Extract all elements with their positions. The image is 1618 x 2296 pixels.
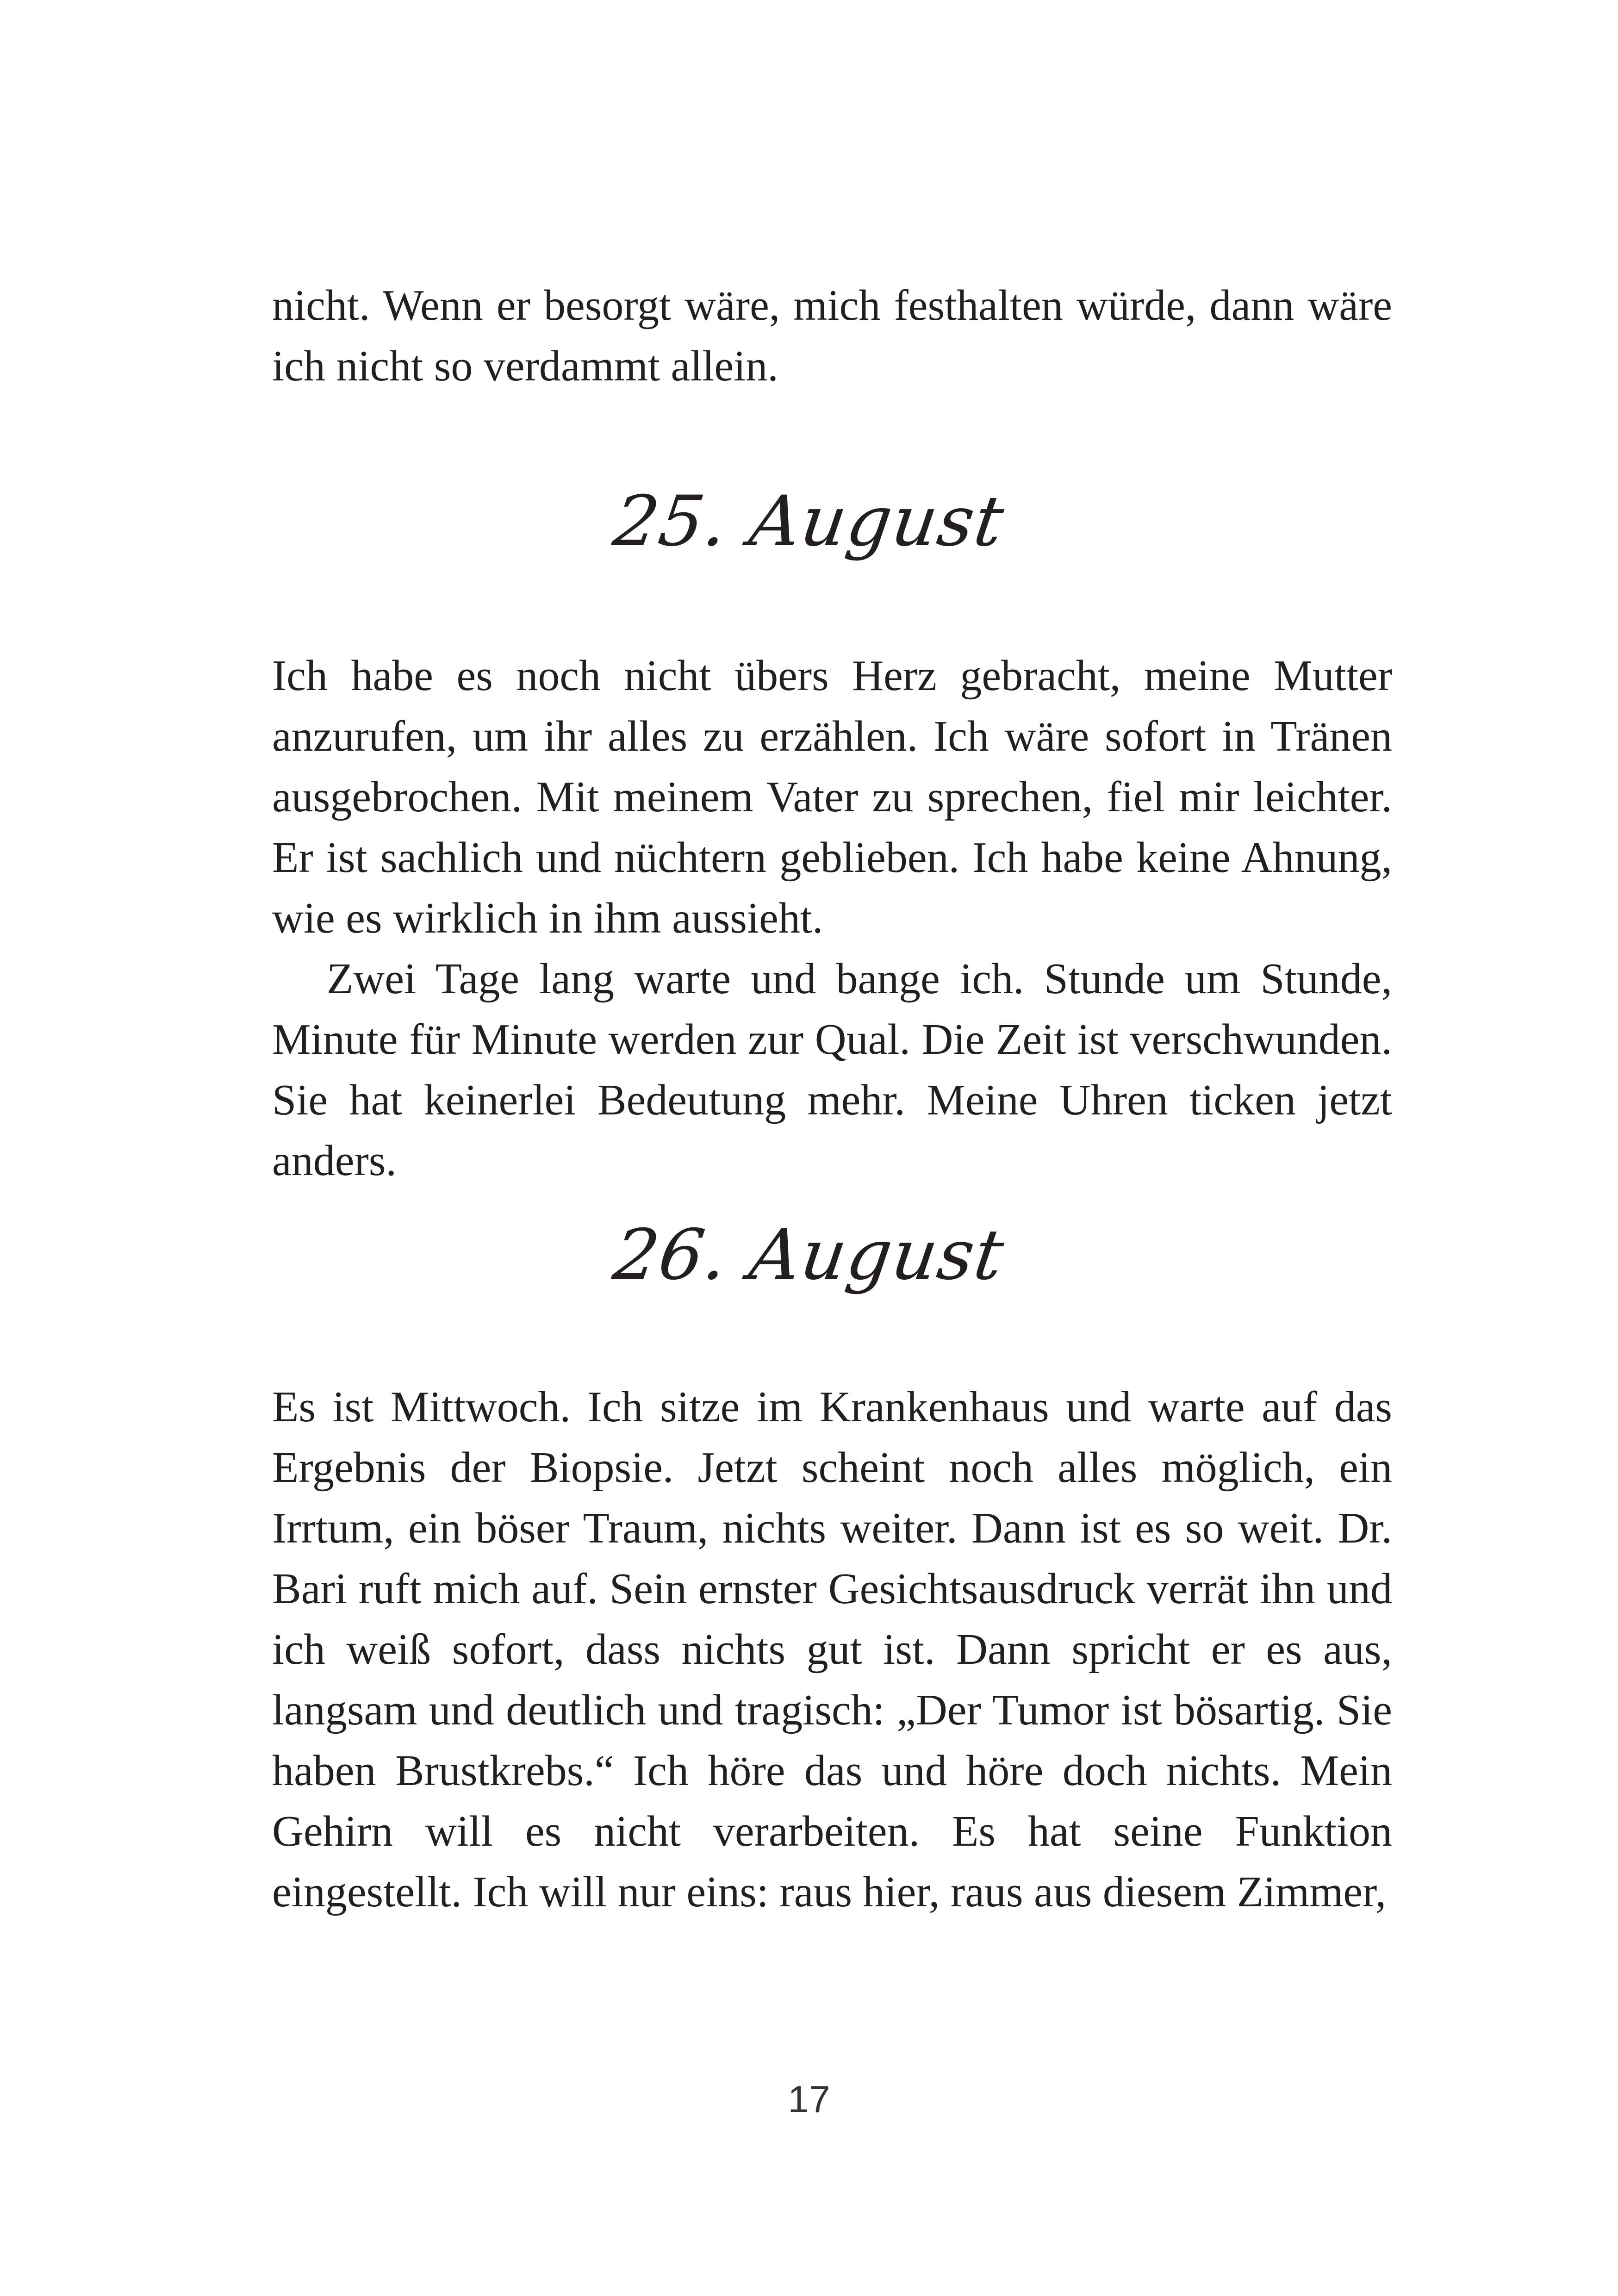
diary-entry-26-august <box>272 1377 1392 1923</box>
diary-entry-continuation <box>272 275 1392 397</box>
page-number: 17 <box>788 2078 830 2121</box>
paragraph: Es ist Mittwoch. Ich sitze im Krankenhaus und warte auf das Ergebnis der Biopsie. Jetzt scheint noch alles möglich, ein Irrtum, ein böser Traum, nichts weiter. Dann ist es so weit. Dr. Bari ruft mich auf. Sein ernster Gesichtsausdruck verrät ihn und ich weiß sofort, dass nichts gut ist. Dann spricht er es aus, langsam und deutlich und tragisch: „Der Tumor ist bösartig. Sie haben Brustkrebs.“ Ich höre das und höre doch nichts. Mein Gehirn will es nicht verarbeiten. Es hat seine Funktion eingestellt. Ich will nur eins: raus hier, raus aus diesem Zimmer, <box>272 1383 1392 1916</box>
diary-entry-25-august <box>272 646 1392 1191</box>
date-heading-26-august: 26. August <box>609 1215 1009 1295</box>
date-heading-25-august: 25. August <box>609 481 1009 562</box>
paragraph: nicht. Wenn er besorgt wäre, mich festhalten würde, dann wäre ich nicht so verdammt allein. <box>272 281 1392 390</box>
paragraph: Ich habe es noch nicht übers Herz gebracht, meine Mutter anzurufen, um ihr alles zu erzählen. Ich wäre sofort in Tränen ausgebrochen. Mit meinem Vater zu sprechen, fiel mir leichter. Er ist sachlich und nüchtern geblieben. Ich habe keine Ahnung, wie es wirklich in ihm aussieht. <box>272 652 1392 942</box>
paragraph: Zwei Tage lang warte und bange ich. Stunde um Stunde, Minute für Minute werden zur Qual. Die Zeit ist verschwunden. Sie hat keinerlei Bedeutung mehr. Meine Uhren ticken jetzt anders. <box>272 955 1392 1185</box>
